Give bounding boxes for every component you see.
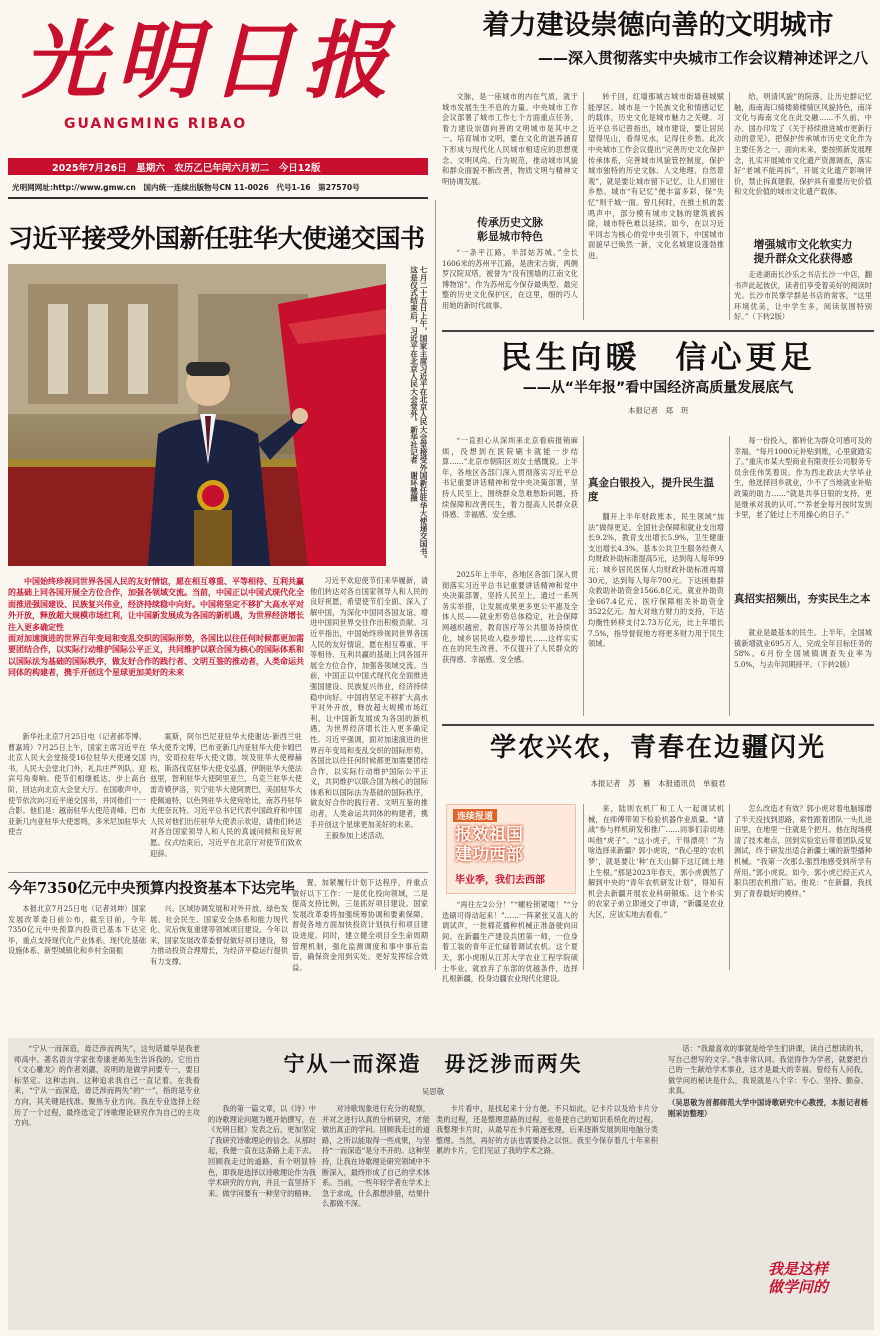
livelihood-article: [442, 338, 874, 718]
city-col-1b: “一条平江路，半部姑苏城。”全长1606米的苏州平江路，是唐宋古街，两侧罗汉院双塔，被誉为“没有围墙的江南文化博物馆”。作为苏州迄今保存最典型、最完整的历史文化保护区，在这里，细的巧人用她的新时代故事。: [442, 248, 578, 310]
xuenong-byline: 本报记者 苏 雁 本报通讯员 单毅君: [590, 779, 726, 788]
series-banner-title: 报效祖国 建功西部: [455, 825, 523, 865]
masthead-pinyin: GUANGMING RIBAO: [64, 116, 248, 132]
essay-stamp: 我是这样 做学问的: [767, 1260, 828, 1296]
city-col-3b: 走进湖南长沙乐之书店长沙一中店，翻书声此起彼伏，读者们享受着美好的阅读时光。长沙市民掌学群是书店的常客，“这里环境优美，让中学生多，阅读氛围特别好。”（下转2版）: [734, 270, 872, 322]
date-line: 2025年7月26日 星期六 农历乙巳年闰六月初二 今日12版: [52, 163, 321, 174]
livelihood-sub-2: 真招实招频出，夯实民生之本: [734, 593, 871, 605]
livelihood-col-1b: 2025年上半年，各地区各部门深入贯彻落实习近平总书记重要讲话精神和党中央决策部署，坚持人民至上，通过一系列务实举措，让发展成果更多更公平惠及全体人民——就业形势总体稳定，社会保障网越织越密，教育医疗等公共服务持续优化，城乡居民收入稳步增长……这样实实在在的民生改善，不仅提升了人民群众的获得感、幸福感、安全感。: [442, 570, 578, 664]
essay-col-2: 我的第一篇文章，以《诗》中的诗歌理论问题为题开始撰写，在《光明日报》发表之后，更加坚定了我研究诗歌理论的信念。从那时起，我便一直在这条路上走下去。回顾我走过的道路，有个明显特色，即我是选择以诗歌理论作为我学术研究的方向，并且一直坚持下来。做学问要有一种坚守的精神。: [208, 1104, 316, 1198]
xuenong-col-3: 怎么改造才有效？郭小虎对着电脑琢磨了半天没找到思路，索性跟着团队一头扎进田里，在地里一住就是个把月。他在现场摸清了技术难点，回到实验室后带着团队反复测试，终于研发出适合新疆土壤的新型播种机械。“我第一次那么强烈地感受到所学有所用。”郭小虎说。如今，郭小虎已经正式入职兵团农机推广站。他说：“在新疆，我找到了青春最好的模样。”: [734, 804, 872, 898]
series-banner-top: 连续报道: [453, 809, 497, 822]
essay-headline: 宁从一而深造 毋泛涉而两失: [283, 1051, 583, 1076]
city-col1-subhead: 传承历史文脉 彰显城市特色: [477, 216, 543, 243]
livelihood-byline: 本报记者 郑 玥: [628, 406, 688, 415]
xuenong-col-2: 来，陆则农机厂和工人一起调试机械，在师傅带领下检验机器作业质量。“请战”参与样机研发和推广……同事们亲切地叫他“虎子”。“这小虎子，干得漂亮！”为啥选择来新疆？郭小虎说，“我心里的‘农机梦’，就是要让‘种’在天山脚下这辽阔土地上生根。”那是2023年春天，郭小虎偶然了解到中央的“青年农机研发计划”，得知有机会去新疆开展农业科研锻炼。这个朴实的农家子弟立即递交了申请，“新疆是农业大区，应该实地去看看。”: [588, 804, 724, 919]
info-line: 光明网网址:http://www.gmw.cn 国内统一连续出版物号CN 11-0026 代号1-16 第27570号: [12, 183, 360, 192]
masthead-rule: [8, 197, 428, 199]
series-banner: [446, 804, 576, 894]
livelihood-col-1: “一直担心从深圳来北京看病报销麻烦，没想到在医院刷卡就能一步结算……”北京市朝阳区刘女士感慨说。上半年，各地区各部门深入贯彻落实习近平总书记重要讲话精神和党中央决策部署，坚持人民至上，围绕群众急难愁盼问题，持续保障和改善民生，着力提高人民群众获得感、幸福感、安全感。: [442, 436, 578, 520]
city-col-1: 文脉，是一座城市的内在气质，就于城市发展生生不息的力量。中央城市工作会议部署了城市工作七个方面重点任务，着力建设崇德向善的文明城市是其中之一。培育城市文明，要在文化的滋养涵育下形成与现代化人民城市相适应的思想观念、文明风尚、行为规范，推动城市风貌和群众面貌不断改善，物质文明与精神文明协调发展。: [442, 92, 578, 186]
essay-col-4: 卡片看中，是找起来十分方便。不只如此，记卡片以及给卡片分类的过程，还是整理思路的过程，也是使自己的知识系统化的过程。我整理卡片时，从最早在卡片箱逐张理，后来逐渐发展到用电脑分类整理。当然，再好的方法也需要持之以恒。我至今保存着几十年来积累的卡片，它们见证了我的学术之路。: [436, 1104, 658, 1156]
lead-photo-illustration: [8, 264, 386, 566]
budget-col-2: 兴、区域协调发展和对外开放、绿色发展、社会民生、国家安全体系和能力现代化、灾后恢复重建等领域项目建设。今年以来，国家发展改革委督促做好项目建设，努力推动投资合理增长，为经济平稳运行提供有力支撑。: [150, 904, 288, 966]
essay-author: 吴思敬: [421, 1087, 445, 1096]
xuenong-headline: 学农兴农，青春在边疆闪光: [489, 733, 826, 763]
series-banner-sub: 毕业季，我们去西部: [455, 875, 545, 886]
city-headline: 着力建设崇德向善的文明城市: [482, 10, 834, 41]
xuenong-top-rule: [442, 724, 874, 726]
livelihood-col-3: 每一份投入，都转化为群众可感可及的幸福。“每月1000元补贴到账，心里就踏实了。”重庆市某大型商业有限责任公司服务专员余佳伟笑着说。作为西北政法大学毕业生，他选择回乡就业，少不了当地就业补贴政策的助力……“就是共享日银的支持，更是继承对我的认可。”“养老金每月按时发到卡里，老了能过上不用操心的日子。”: [734, 436, 872, 520]
lead-headline: 习近平接受外国新任驻华大使递交国书: [8, 224, 425, 253]
livelihood-col-3b: 就业是最基本的民生。上半年，全国城镇新增就业695万人，完成全年目标任务的58%。6月份全国城镇调查失业率为5.0%，与去年同期持平。（下转2版）: [734, 628, 872, 669]
masthead-title: 光明日报: [22, 11, 399, 110]
essay-col-3: 对诗歌现象进行充分的观察，并对之进行认真的分析研究，才能做出真正的学问。回顾我走过的道路，之所以能取得一些成果，与坚持“一而深造”是分不开的。这种坚持，让我在诗歌理论研究领域中不断深入，最终形成了自己的学术体系。当前，一些年轻学者在学术上急于求成，什么都想涉猎，结果什么都做不深。: [322, 1104, 430, 1209]
masthead: [8, 6, 428, 156]
lead-col-2: 案斯，阿尔巴尼亚驻华大使谢达·新西兰驻华大使乔文博，巴布亚新几内亚驻华大使卡姆巴内，安哥拉驻华大使文德，埃及驻华大使穆赫松，斯洛伐克驻华大使戈弘盛，伊朗驻华大使法兹里，智利驻华大使阿里亚兰，乌克兰驻华大使雷奇嫫伊洛，贝宁驻华大使阿贾巴，美国驻华大使佩迪特，以色列驻华大使宛哈比，南苏丹驻华大使奈瓦特。习近平总书记代表中国政府和中国人民对他们出任驻华大使表示欢迎，请他们转达对各自国家领导人和人民的真诚问候和良好祝愿。仪式结束后，习近平在北京厅对使节们致欢迎辞。: [150, 732, 302, 858]
lead-photo: [8, 264, 386, 566]
livelihood-subheadline: ——从“半年报”看中国经济高质量发展底气: [522, 380, 794, 396]
livelihood-sub-1: 真金白银投入，提升民生温度: [588, 477, 714, 503]
essay-section: [8, 1038, 874, 1330]
xuenong-divider-1: [583, 804, 584, 970]
city-col3-subhead: 增强城市文化软实力 提升群众文化获得感: [753, 238, 853, 265]
city-divider-2: [729, 92, 730, 320]
xuenong-col-1: “再往左2公分！”“螺栓锁紧喽！”“分选刷可得动起来！”……一阵紧张又喜人的调试声，一批棉花播种机械正准备驶向田间。在新疆生产建设兵团第一师，一位身着工装的青年正忙碌着调试农机。这个夏天，郭小虎刚从江苏大学农业工程学院硕士毕业，就放弃了东部的优越条件，选择扎根新疆，投身边疆农业现代化建设。: [442, 900, 578, 984]
xuenong-divider-2: [729, 804, 730, 970]
xuenong-article: [442, 730, 874, 984]
city-col-3: 给，明清风貌”的院落，让历史群记忆触，海南海口骑楼骑楼骑区风貌持色，南洋文化与海南文化在此交融……不久前，中办、国办印发了《关于持续推进城市更新行动的意见》，把保护传承城市历史文化作为主要任务之一。面向未来，要按照新发展理念，扎实开展城市文化遗产资源调查，落实好“老城不能再拆”，开展文化遗产影响评价，禁止拆真建假，保护具有重要历史价值和文化价值的城市文化遗产载体。: [734, 92, 872, 197]
lead-col-3: 习近平欢迎使节们来华履新，请他们转达对各自国家领导人和人民的良好祝愿，希望使节们全面、深入了解中国，为深化中国同各国友谊、增进中国同世界交往作出积极贡献。习近平指出，中国始终珍视同世界各国人民的友好情谊，愿在相互尊重、平等相待、互利共赢的基础上同各国开展全方位合作，加强各领域交流。当前，中国正以中国式现代化全面推进强国建设、民族复兴伟业，经济持续稳中向好。中国将坚定不移扩大高水平对外开放，释放超大规模市场红利，让中国新发展成为各国的新机遇，为世界经济增长注入更多确定性。习近平强调，面对加速演进的世界百年变局和变乱交织的国际形势，各国比以往任何时候都更加需要团结合作，以实际行动维护国际公平正义，共同维护以联合国为核心的国际体系和以国际法为基础的国际秩序，做友好合作的践行者、文明互鉴的推动者，人类命运共同体的构建者，携手开创这个星球更加美好的未来。 王毅参加上述活动。: [310, 576, 428, 841]
lead-summary: 中国始终珍视同世界各国人民的友好情谊，愿在相互尊重、平等相待、互利共赢的基础上同各国开展全方位合作，加强各领域交流。当前，中国正以中国式现代化全面推进强国建设、民族复兴伟业，经济持续稳中向好。中国将坚定不移扩大高水平对外开放，释放超大规模市场红利，让中国新发展成为各国的新机遇，为世界经济增长注入更多确定性 面对加速演进的世界百年变局和变乱交织的国际形势，各国比以往任何时候都更加需要团结合作，以实际行动维护国际公平正义，共同维护以联合国为核心的国际体系和以国际法为基础的国际秩序，做友好合作的践行者、文明互鉴的推动者，人类命运共同体的构建者，携手开创这个星球更加美好的未来: [8, 576, 304, 678]
lead-photo-caption: 七月二十五日上午，国家主席习近平在北京人民大会堂接受外国新任驻华大使递交国书。这是仪式结束后，习近平在北京人民大会堂外。新华社记者 谢环驰摄: [409, 266, 428, 563]
essay-col-1: “宁从一而深造，毋泛涉而两失”，这句话最早是我老师高中、著名语言学家张寿康老师先生告诉我的。它出自《文心雕龙》的作者刘勰，说明的是做学问要专一，要目标坚定。这种志向、这种追求我自己一直记着。在我看来，“宁从一而深造，毋泛涉而两失”的“一”，指的是专业方向，其关键是找准、聚焦专业方向。我在专业选择上经历了一个过程，最终选定了诗歌理论研究作为自己的主攻方向。: [14, 1044, 200, 1128]
date-bar: [8, 158, 428, 175]
livelihood-top-rule: [442, 330, 874, 332]
livelihood-divider-1: [583, 436, 584, 716]
city-subheadline: ——深入贯彻落实中央城市工作会议精神述评之八: [537, 49, 868, 67]
livelihood-col-2: 翻开上半年财政账本，民生领域“加法”做得更足。全国社会保障和就业支出增长9.2%，教育支出增长5.9%，卫生健康支出增长4.3%。基本公共卫生服务经费人均财政补助标准提高5元，达到每人每年99元；城乡居民医保人均财政补助标准再增30元，达到每人每年700元。下达困难群众救助补助资金1566.8亿元，就业补助资金667.4亿元，医疗保障相关补助资金3522亿元。加大对地方财力的支持，下达均衡性转移支付2.73万亿元，比上年增长7.5%，指导督促地方将更多财力用于民生领域。: [588, 512, 724, 649]
livelihood-headline: 民生向暖 信心更足: [500, 340, 816, 376]
budget-col-3: 置，加紧履行计划下达程序，并重点做好以下工作：一是优化投向领域，二是提高支持比例，三是抓好项目建设。国家发展改革委将加强统筹协调和要素保障，督促各地方面加快投资计划执行和项目建设进度。同时，建立健全项目全生命周期管理机制，强化监测调度和事中事后监管，确保资金用到实处、更好发挥综合效益。: [292, 878, 428, 972]
city-col-2: 转千回，红墙那城古城市街墙巷城赋能厚区。城市是一个民族文化和情感记忆的载体，历史文化是城市魅力之关键。习近平总书记曾指出，城市建设，要让居民望得见山，看得见水，记得住乡愁。此次中央城市工作会议提出“完善历史文化保护传承体系，完善城市风貌管控制度，保护城市独特的历史文脉、人文地理、自然景观”，就是要让城市留下记忆，让人们留住乡愁。城市“有记忆”便丰富多彩，保“失忆”则千城一面。曾几何时，在推土机的轰鸣声中，部分模有城市文脉的建筑被拆除，城市特色难以延续。如今，在以习近平同志为核心的党中央引领下，中国城市面貌早已焕然一新，文化名城建设蓬勃推进。: [588, 92, 724, 260]
city-divider-1: [583, 92, 584, 320]
budget-col-1: 本报北京7月25日电（记者刘坤）国家发展改革委日前公布，截至目前，今年7350亿元中央预算内投资已基本下达完毕，重点支持现代化产业体系、现代化基础设施体系、新型城镇化和乡村全面振: [8, 904, 146, 956]
city-article: [442, 8, 874, 322]
budget-headline: 今年7350亿元中央预算内投资基本下达完毕: [8, 880, 295, 897]
livelihood-divider-2: [729, 436, 730, 716]
lead-col-1: 新华社北京7月25日电（记者郝苓博、曹嘉琦）7月25日上午，国家主席习近平在北京人民大会堂接受16位驻华大使递交国书。人民大会堂北门外，礼兵庄严列队。迎宾号角奏响。使节们相继抵达，步上高台阶，回达向北京大会堂大厅。在国歌声中，使节依次向习近平递交国书，并同他们一一合影。他们是：越南驻华大使范青峰、巴布亚新几内亚驻华大使雷鸣，多米尼加驻华大使吉: [8, 732, 146, 837]
essay-col-5: 话：“我最喜欢的事就是给学生们讲课，读自己想读的书，写自己想写的文字。”我非常认同。我觉得作为学者，就要把自己的一生献给学术事业，这才是最大的幸福。曾经有人问我，做学问的秘诀是什么，我说就是八个字：专心、坚持、勤奋、求真。 （吴思敬为首都师范大学中国诗歌研究中心教授，本报记者杨刚采访整理）: [668, 1044, 868, 1118]
lead-bottom-rule: [8, 872, 428, 873]
main-column-divider: [435, 200, 436, 970]
